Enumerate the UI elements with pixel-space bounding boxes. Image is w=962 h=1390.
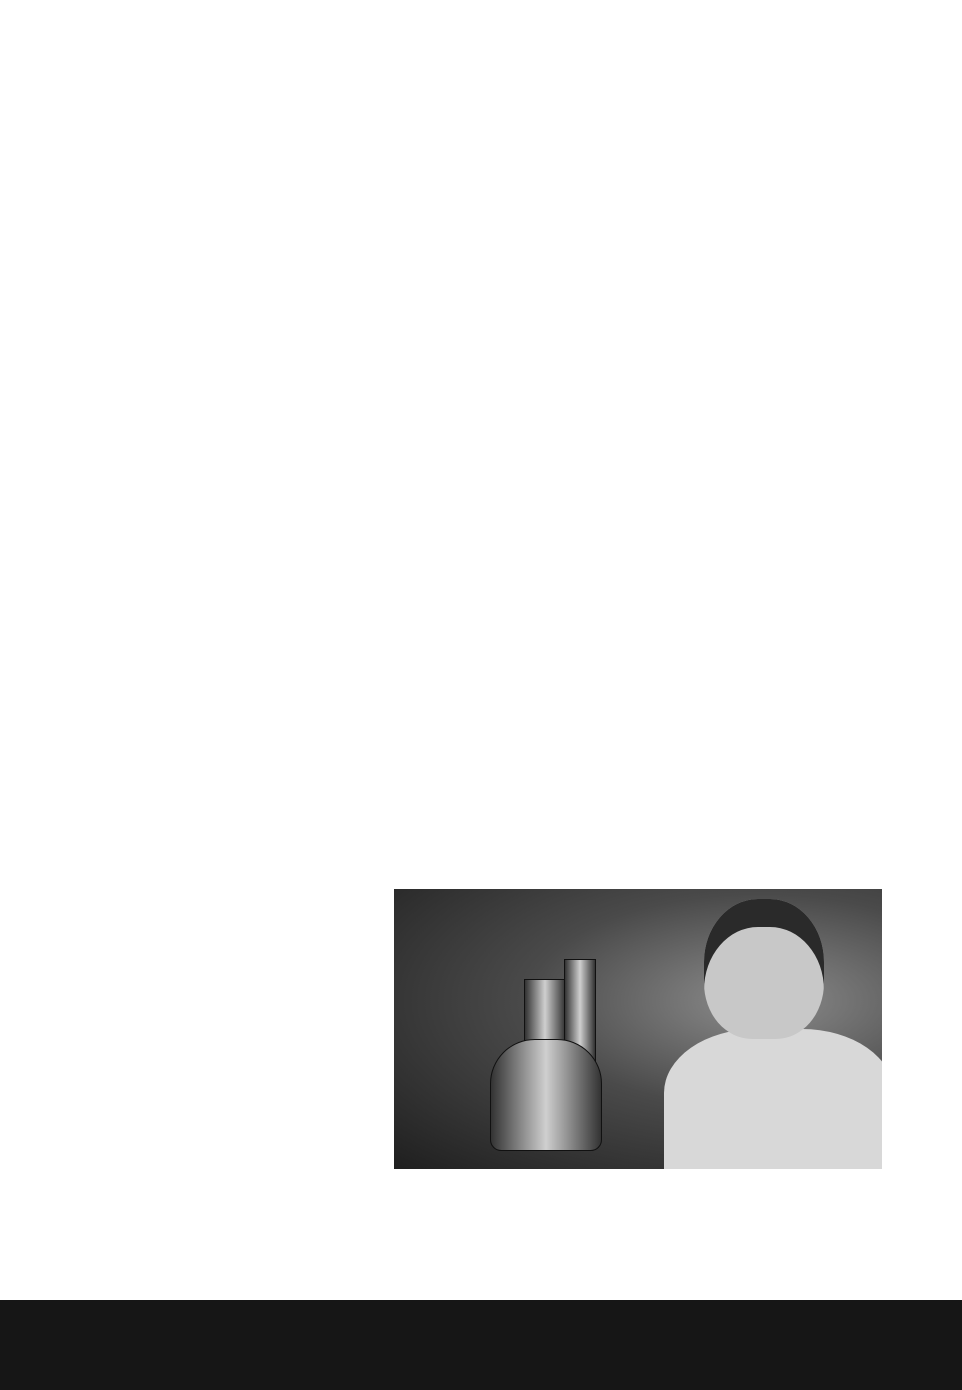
lab-photo — [394, 889, 882, 1169]
watermark-band — [0, 1300, 962, 1390]
beaker-image — [490, 1039, 602, 1151]
student-shirt — [664, 1029, 882, 1169]
student-figure — [704, 899, 824, 1039]
